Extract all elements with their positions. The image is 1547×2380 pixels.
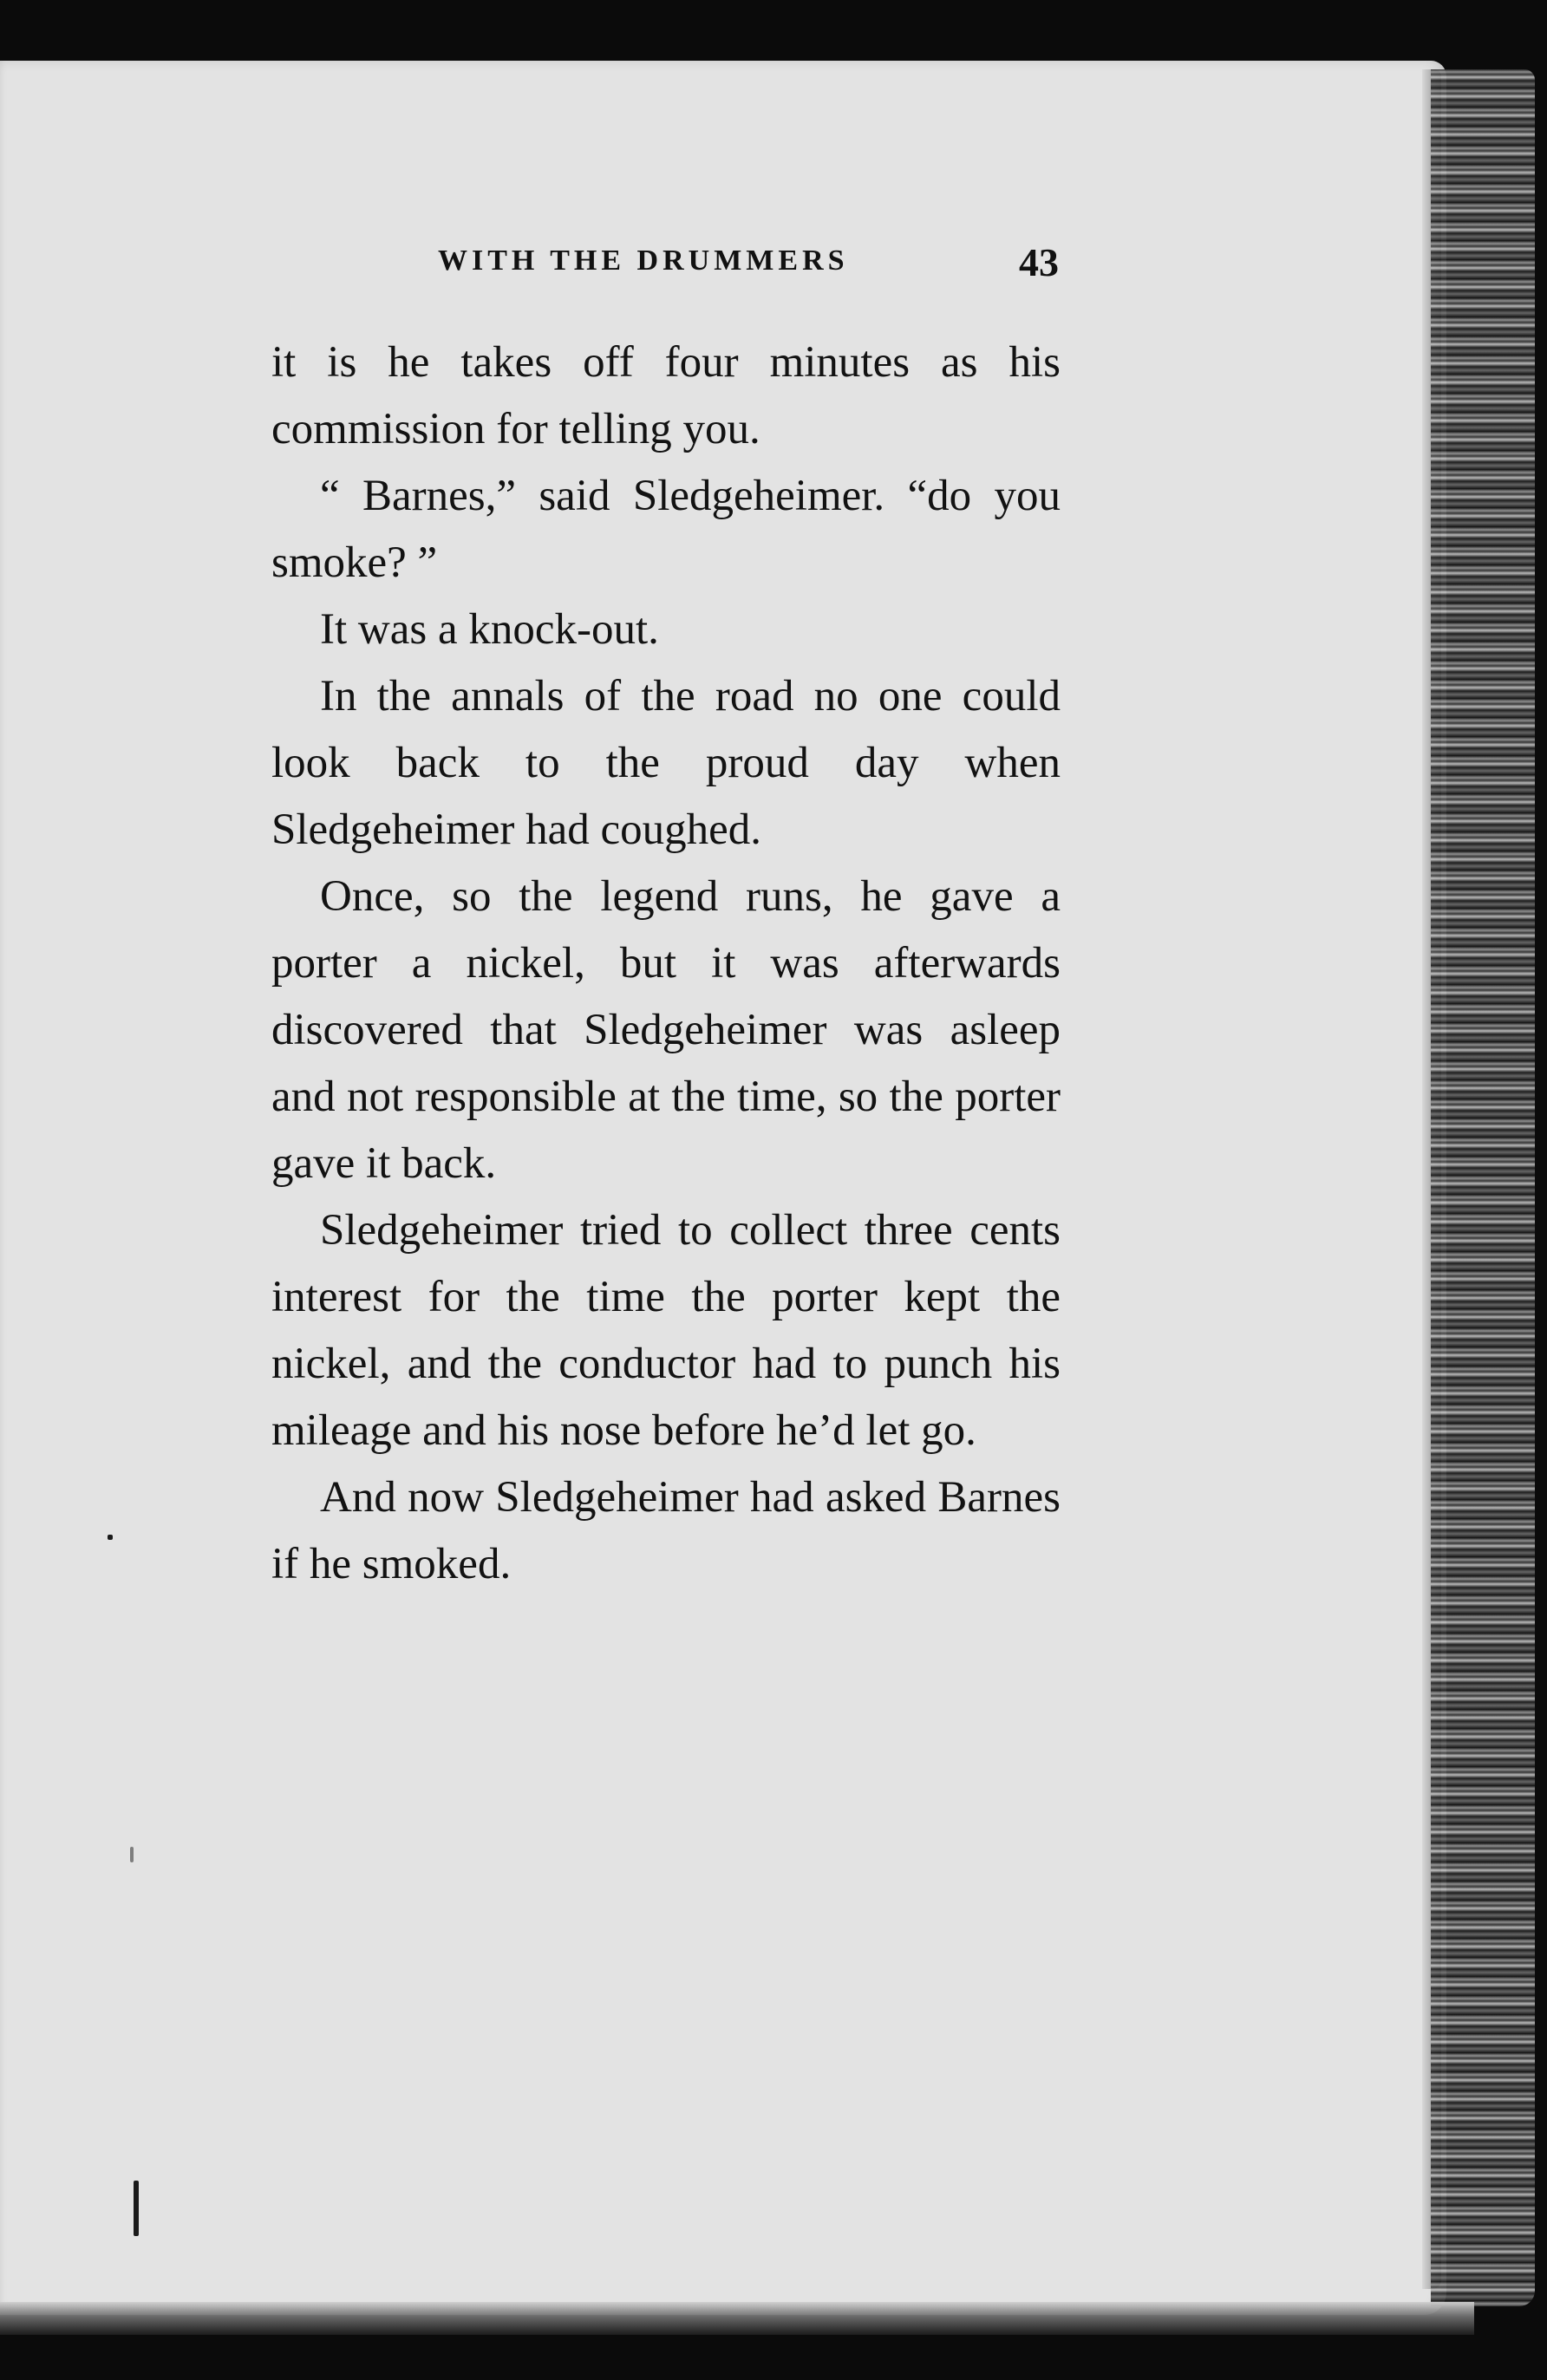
paragraph-7: And now Sledgeheimer had asked Barnes if he smoked. [271, 1473, 1061, 1588]
page-bottom-edge [0, 2302, 1474, 2335]
page-header [438, 239, 1071, 291]
book-page [0, 61, 1446, 2315]
scan-speck [130, 1847, 134, 1862]
paragraph-4: In the annals of the road no one could look back to the proud day when Sledgeheimer had coughed. [271, 672, 1061, 854]
paragraph-5: Once, so the legend runs, he gave a porter a nickel, but it was afterwards discovered that Sledgeheimer was asleep and not responsible at the time, so the porter gave it back. [271, 872, 1061, 1188]
page-number: 43 [1019, 240, 1059, 284]
running-head: WITH THE DRUMMERS [438, 245, 849, 277]
paragraph-2: “ Barnes,” said Sledgeheimer. “do you smoke? ” [271, 472, 1061, 587]
body-text [271, 329, 1061, 1598]
scan-speck [108, 1535, 113, 1540]
paragraph-3: It was a knock-out. [320, 605, 659, 654]
scan-speck [134, 2181, 139, 2236]
paragraph-6: Sledgeheimer tried to collect three cents interest for the time the porter kept the nickel, and the conductor had to punch his mileage and his nose before he’d let go. [271, 1206, 1061, 1455]
paragraph-1: it is he takes off four minutes as his commission for telling you. [271, 338, 1061, 453]
book-spine-edge [1431, 69, 1535, 2306]
